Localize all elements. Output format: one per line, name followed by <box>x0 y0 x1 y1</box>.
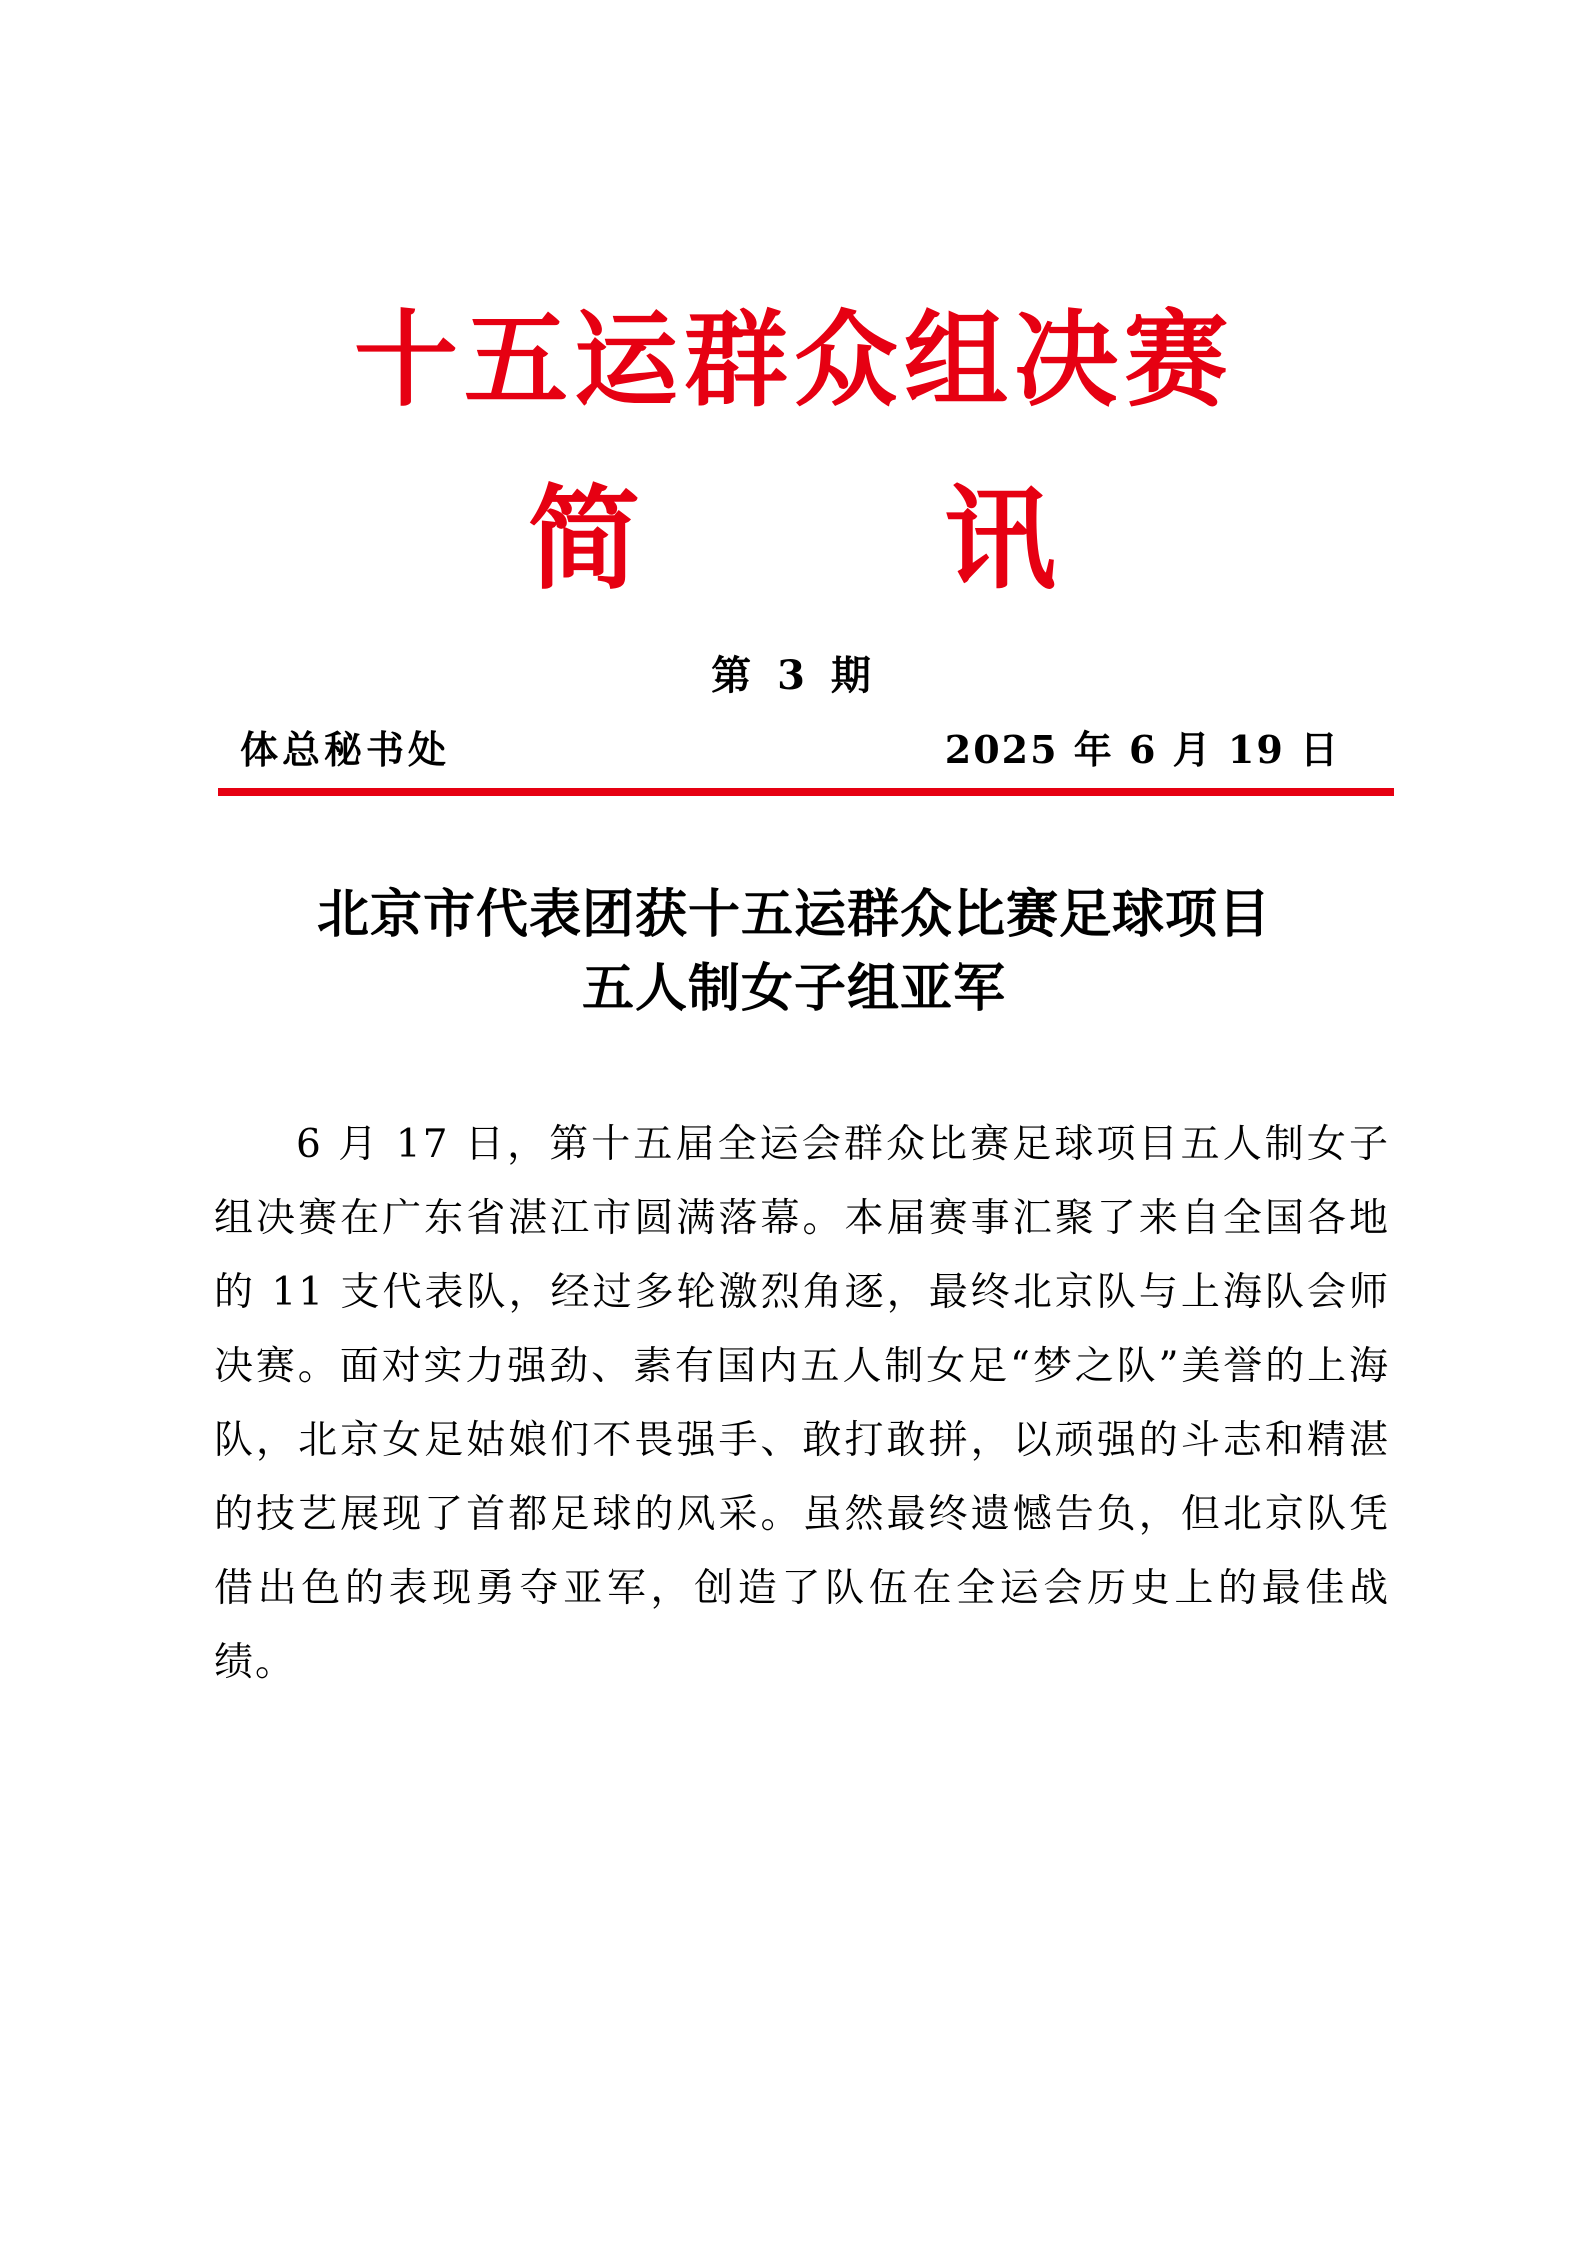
article-title-line-2: 五人制女子组亚军 <box>581 958 1006 1019</box>
meta-row <box>240 722 1340 778</box>
masthead-subtitle <box>0 470 1588 610</box>
masthead-subtitle-char-1: 简 <box>528 475 644 605</box>
article-body: 6 月 17 日，第十五届全运会群众比赛足球项目五人制女子组决赛在广东省湛江市圆满落幕。本届赛事汇聚了来自全国各地的 11 支代表队，经过多轮激烈角逐，最终北京队与上海队会师决赛。面对实力强劲、素有国内五人制女足“梦之队”美誉的上海队，北京女足姑娘们不畏强手、敢打敢拼，以顽强的斗志和精湛的技艺展现了首都足球的风采。虽然最终遗憾告负，但北京队凭借出色的表现勇夺亚军，创造了队伍在全运会历史上的最佳战绩。 <box>214 1122 1390 1685</box>
masthead-title: 十五运群众组决赛 <box>353 299 1234 421</box>
issue-date: 2025 年 6 月 19 日 <box>944 727 1340 772</box>
article-title <box>0 878 1588 1026</box>
article-title-line-1: 北京市代表团获十五运群众比赛足球项目 <box>316 884 1271 945</box>
issue-number: 第 3 期 <box>711 652 877 699</box>
red-divider-rule <box>218 788 1394 796</box>
issuer: 体总秘书处 <box>240 727 451 772</box>
masthead-subtitle-char-2: 讯 <box>944 475 1060 605</box>
